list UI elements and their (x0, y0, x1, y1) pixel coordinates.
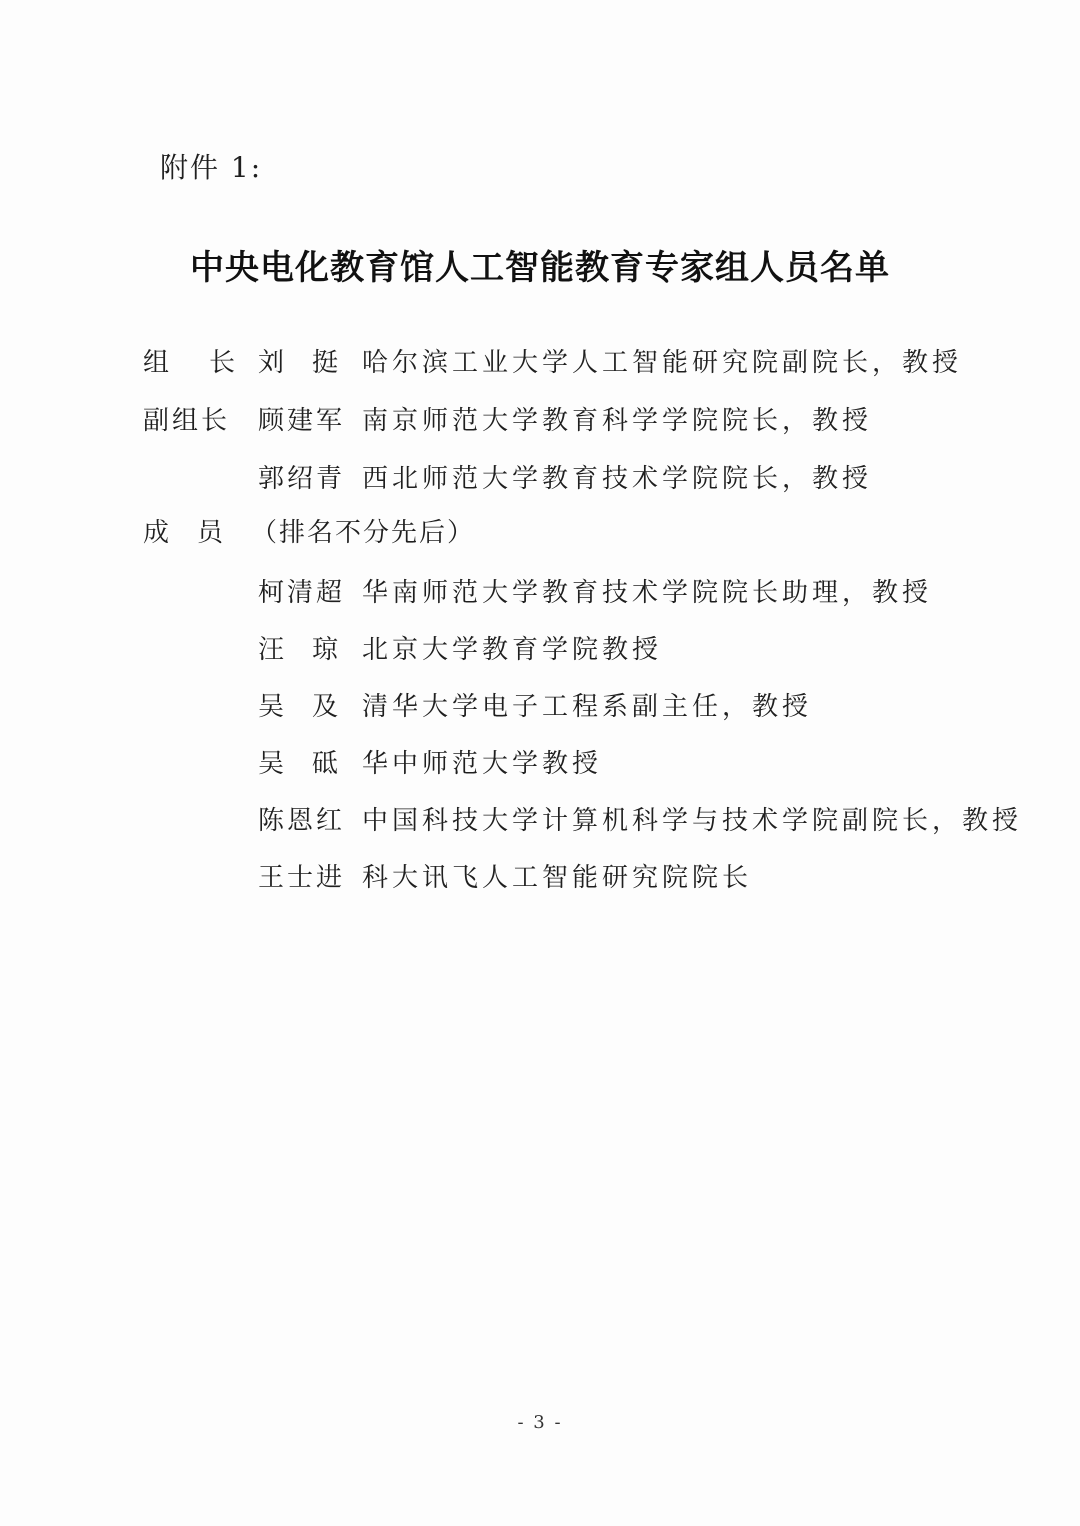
person-name: 吴及 (258, 692, 367, 722)
person-name: 顾建军 (258, 406, 346, 436)
person-name: 王士进 (258, 863, 346, 893)
person-title: 西北师范大学教育技术学院院长，教授 (362, 464, 873, 494)
person-name: 郭绍青 (258, 464, 346, 494)
person-title: 中国科技大学计算机科学与技术学院副院长，教授 (362, 806, 1023, 836)
attachment-label: 附件 1: (160, 151, 263, 184)
person-name: 陈恩红 (258, 806, 346, 836)
person-title: 清华大学电子工程系副主任，教授 (362, 692, 813, 722)
person-title: 南京师范大学教育科学学院院长，教授 (362, 406, 873, 436)
members-note: （排名不分先后） (251, 518, 476, 548)
role-deputy: 副组长 (143, 406, 231, 436)
person-name: 吴砥 (258, 749, 367, 779)
person-title: 北京大学教育学院教授 (362, 635, 663, 665)
person-name: 汪琼 (258, 635, 367, 665)
person-title: 华南师范大学教育技术学院院长助理，教授 (362, 578, 933, 608)
document-title: 中央电化教育馆人工智能教育专家组人员名单 (190, 248, 890, 288)
members-header (143, 512, 475, 549)
person-title: 华中师范大学教授 (362, 749, 603, 779)
person-title: 哈尔滨工业大学人工智能研究院副院长，教授 (362, 348, 963, 378)
person-name: 刘挺 (258, 348, 367, 378)
person-name: 柯清超 (258, 578, 346, 608)
role-leader: 组长 (143, 348, 276, 378)
person-title: 科大讯飞人工智能研究院院长 (362, 863, 753, 893)
page-number: - 3 - (517, 1412, 563, 1433)
role-members: 成员 (143, 518, 252, 548)
